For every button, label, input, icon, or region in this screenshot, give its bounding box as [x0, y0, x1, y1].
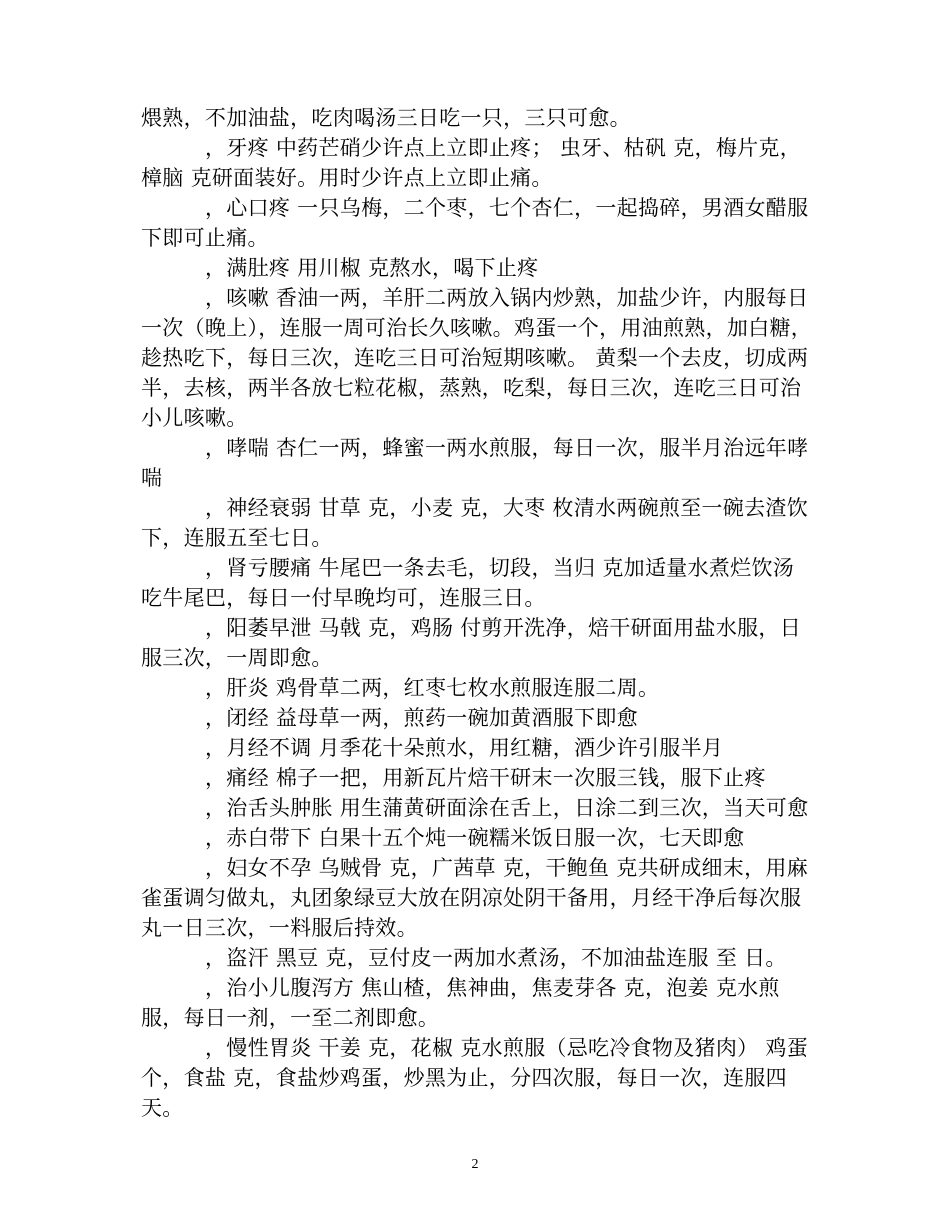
paragraph-infertility: ，妇女不孕 乌贼骨 克，广茜草 克，干鲍鱼 克共研成细末，用麻雀蛋调匀做丸，丸团象绿豆大放在阴凉处阴干备用，月经干净后每次服 丸一日三次，一料服后持效。	[141, 856, 808, 940]
paragraph-impotence: ，阳萎早泄 马戟 克，鸡肠 付剪开洗净，焙干研面用盐水服，日服三次，一周即愈。	[141, 616, 802, 670]
paragraph-child-diarrhea: ，治小儿腹泻方 焦山楂，焦神曲，焦麦芽各 克，泡姜 克水煎服，每日一剂，一至二剂即愈。	[141, 976, 780, 1030]
document-body	[141, 103, 813, 1123]
page-number: 2	[471, 1157, 479, 1172]
paragraph-tongue-swelling: ，治舌头肿胀 用生蒲黄研面涂在舌上，日涂二到三次，当天可愈	[205, 796, 809, 820]
paragraph-asthma: ，哮喘 杏仁一两，蜂蜜一两水煎服，每日一次，服半月治远年哮喘	[141, 436, 809, 490]
paragraph-night-sweats: ，盗汗 黑豆 克，豆付皮一两加水煮汤，不加油盐连服 至 日。	[205, 946, 787, 970]
paragraph-back-pain: ，肾亏腰痛 牛尾巴一条去毛，切段，当归 克加适量水煮烂饮汤吃牛尾巴，每日一付早晚均可，连服三日。	[141, 556, 795, 610]
paragraph-heartache: ，心口疼 一只乌梅，二个枣，七个杏仁，一起捣碎，男酒女醋服下即可止痛。	[141, 196, 809, 250]
paragraph-gastritis: ，慢性胃炎 干姜 克，花椒 克水煎服（忌吃冷食物及猪肉） 鸡蛋 个，食盐 克，食盐炒鸡蛋，炒黑为止，分四次服，每日一次，连服四天。	[141, 1036, 808, 1120]
paragraph-toothache: ，牙疼 中药芒硝少许点上立即止疼； 虫牙、枯矾 克，梅片克，樟脑 克研面装好。用时少许点上立即止痛。	[141, 136, 802, 190]
paragraph-dysmenorrhea: ，痛经 棉子一把，用新瓦片焙干研末一次服三钱，服下止疼	[205, 766, 766, 790]
paragraph-continuation: 煨熟，不加油盐，吃肉喝汤三日吃一只，三只可愈。	[141, 106, 631, 130]
paragraph-cough: ，咳嗽 香油一两，羊肝二两放入锅内炒熟，加盐少许，内服每日一次（晚上），连服一周可治长久咳嗽。鸡蛋一个，用油煎熟，加白糖，趁热吃下，每日三次，连吃三日可治短期咳嗽。 黄梨一个去皮，切成两半，去核，两半各放七粒花椒，蒸熟，吃梨，每日三次，连吃三日可治小儿咳嗽。	[141, 286, 813, 430]
paragraph-irregular-menses: ，月经不调 月季花十朵煎水，用红糖，酒少许引服半月	[205, 736, 724, 760]
paragraph-amenorrhea: ，闭经 益母草一两，煎药一碗加黄酒服下即愈	[205, 706, 638, 730]
paragraph-stomachache: ，满肚疼 用川椒 克熬水，喝下止疼	[205, 256, 539, 280]
paragraph-leukorrhea: ，赤白带下 白果十五个炖一碗糯米饭日服一次，七天即愈	[205, 826, 745, 850]
paragraph-neurasthenia: ，神经衰弱 甘草 克，小麦 克，大枣 枚清水两碗煎至一碗去渣饮下，连服五至七日。	[141, 496, 808, 550]
paragraph-hepatitis: ，肝炎 鸡骨草二两，红枣七枚水煎服连服二周。	[205, 676, 660, 700]
